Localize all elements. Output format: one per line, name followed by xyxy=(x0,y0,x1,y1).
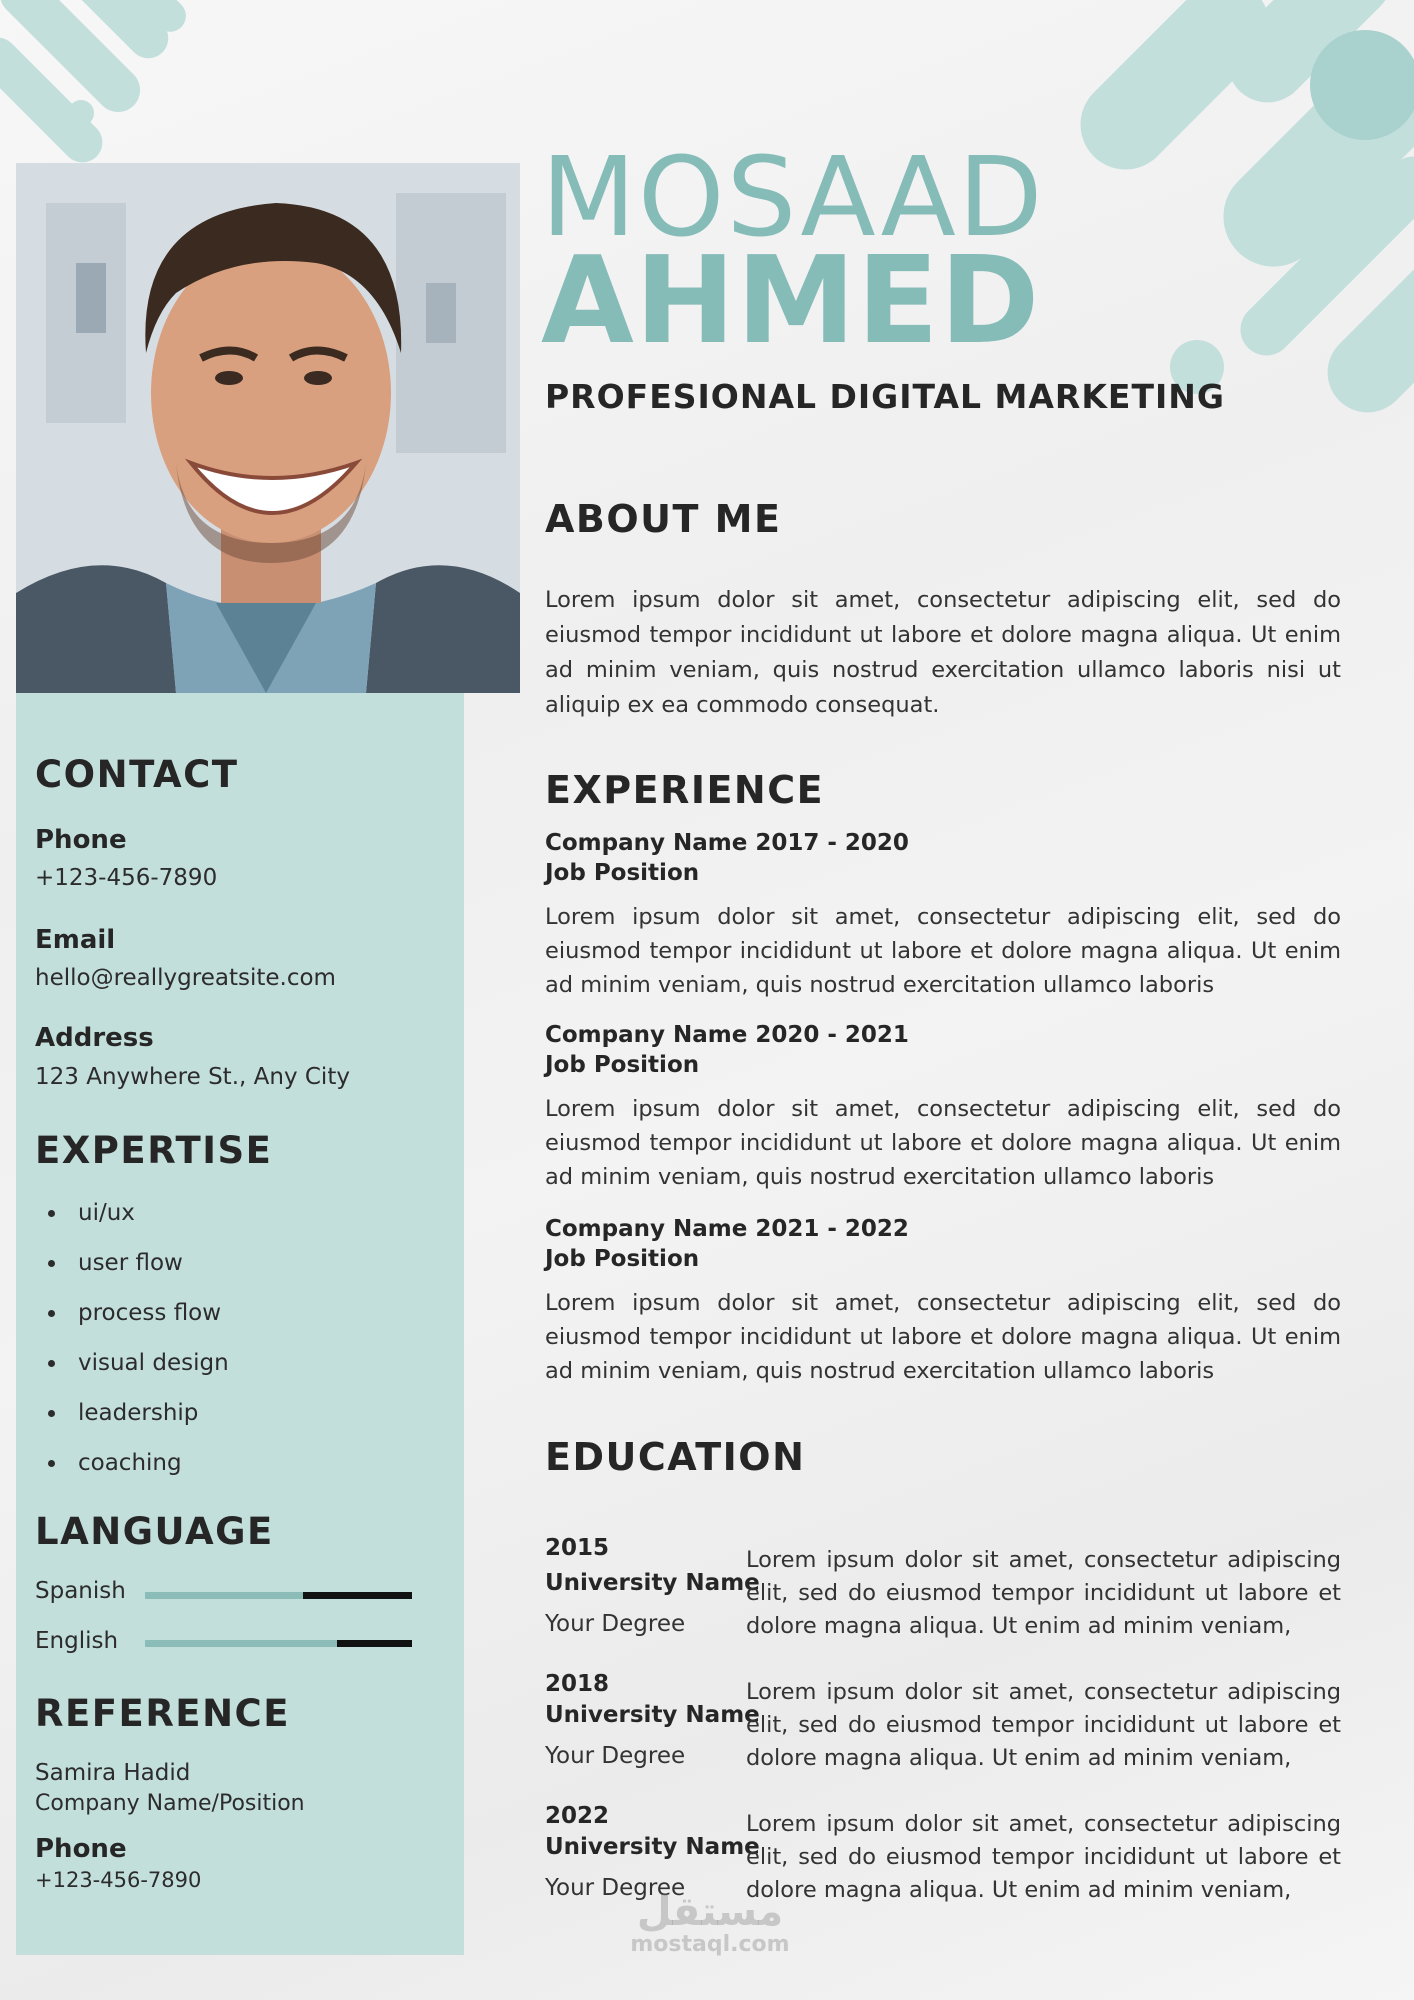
watermark-arabic: مستقل xyxy=(636,1889,784,1935)
expertise-item xyxy=(48,1246,229,1296)
experience-position: Job Position xyxy=(545,1246,700,1272)
language-level-bar-spanish xyxy=(145,1592,412,1599)
expertise-item xyxy=(48,1196,229,1246)
education-year: 2018 xyxy=(545,1671,610,1697)
bullet-icon xyxy=(48,1210,55,1217)
bullet-icon xyxy=(48,1410,55,1417)
experience-description: Lorem ipsum dolor sit amet, consectetur adipiscing elit, sed do eiusmod tempor incididunt ut labore et dolore magna aliqua. Ut enim ad minim veniam, quis nostrud exercitation ullamco laboris xyxy=(545,1290,1341,1384)
expertise-item xyxy=(48,1396,229,1446)
expertise-item-label: coaching xyxy=(78,1450,182,1476)
about-heading: ABOUT ME xyxy=(545,497,782,541)
experience-company: Company Name 2017 - 2020 xyxy=(545,830,909,856)
education-university: University Name xyxy=(545,1702,760,1728)
decorative-shapes-top-right xyxy=(1040,0,1414,440)
education-year: 2015 xyxy=(545,1535,610,1561)
expertise-item-label: ui/ux xyxy=(78,1200,135,1226)
watermark-latin: mostaql.com xyxy=(630,1932,790,1957)
language-name-spanish: Spanish xyxy=(35,1578,126,1604)
expertise-heading: EXPERTISE xyxy=(35,1129,273,1172)
reference-phone-value: +123-456-7890 xyxy=(35,1868,202,1892)
reference-phone-label: Phone xyxy=(35,1834,127,1864)
expertise-item-label: user flow xyxy=(78,1250,183,1276)
experience-position: Job Position xyxy=(545,1052,700,1078)
language-level-fill xyxy=(145,1640,337,1647)
education-university: University Name xyxy=(545,1570,760,1596)
contact-address-label: Address xyxy=(35,1023,154,1053)
contact-heading: CONTACT xyxy=(35,753,239,796)
expertise-item-label: visual design xyxy=(78,1350,229,1376)
language-level-bar-english xyxy=(145,1640,412,1647)
education-description: Lorem ipsum dolor sit amet, consectetur adipiscing elit, sed do eiusmod tempor incididunt ut labore et dolore magna aliqua. Ut enim ad minim veniam, xyxy=(746,1679,1341,1771)
experience-company: Company Name 2020 - 2021 xyxy=(545,1022,909,1048)
expertise-item xyxy=(48,1446,229,1496)
education-degree: Your Degree xyxy=(545,1611,686,1637)
expertise-item-label: process flow xyxy=(78,1300,222,1326)
bullet-icon xyxy=(48,1260,55,1267)
education-description: Lorem ipsum dolor sit amet, consectetur adipiscing elit, sed do eiusmod tempor incididunt ut labore et dolore magna aliqua. Ut enim ad minim veniam, xyxy=(746,1811,1341,1903)
bullet-icon xyxy=(48,1460,55,1467)
language-heading: LANGUAGE xyxy=(35,1510,274,1553)
bullet-icon xyxy=(48,1310,55,1317)
experience-description: Lorem ipsum dolor sit amet, consectetur adipiscing elit, sed do eiusmod tempor incididunt ut labore et dolore magna aliqua. Ut enim ad minim veniam, quis nostrud exercitation ullamco laboris xyxy=(545,1096,1341,1190)
expertise-item-label: leadership xyxy=(78,1400,199,1426)
about-text: Lorem ipsum dolor sit amet, consectetur adipiscing elit, sed do eiusmod tempor incididunt ut labore et dolore magna aliqua. Ut enim ad minim veniam, quis nostrud exercitation ullamco laboris nisi ut aliquip ex ea commodo consequat. xyxy=(545,587,1341,718)
education-year: 2022 xyxy=(545,1803,610,1829)
contact-address-value: 123 Anywhere St., Any City xyxy=(35,1064,350,1090)
experience-description: Lorem ipsum dolor sit amet, consectetur adipiscing elit, sed do eiusmod tempor incididunt ut labore et dolore magna aliqua. Ut enim ad minim veniam, quis nostrud exercitation ullamco laboris xyxy=(545,904,1341,998)
contact-phone-label: Phone xyxy=(35,825,127,855)
last-name: AHMED xyxy=(541,232,1041,371)
expertise-item xyxy=(48,1296,229,1346)
education-heading: EDUCATION xyxy=(545,1435,806,1479)
watermark-logo xyxy=(620,1889,800,1957)
reference-company: Company Name/Position xyxy=(35,1791,305,1816)
language-level-fill xyxy=(145,1592,303,1599)
language-name-english: English xyxy=(35,1628,119,1654)
bullet-icon xyxy=(48,1360,55,1367)
education-university: University Name xyxy=(545,1834,760,1860)
contact-email-label: Email xyxy=(35,925,116,955)
expertise-item xyxy=(48,1346,229,1396)
education-degree: Your Degree xyxy=(545,1743,686,1769)
experience-heading: EXPERIENCE xyxy=(545,768,825,812)
education-description: Lorem ipsum dolor sit amet, consectetur adipiscing elit, sed do eiusmod tempor incididunt ut labore et dolore magna aliqua. Ut enim ad minim veniam, xyxy=(746,1547,1341,1639)
reference-name: Samira Hadid xyxy=(35,1760,191,1786)
expertise-list xyxy=(48,1196,229,1496)
reference-heading: REFERENCE xyxy=(35,1692,290,1735)
contact-phone-value: +123-456-7890 xyxy=(35,865,218,891)
profile-photo xyxy=(16,163,520,693)
contact-email-value: hello@reallygreatsite.com xyxy=(35,965,336,991)
decorative-shapes-top-left xyxy=(0,0,200,180)
first-name: MOSAAD xyxy=(541,133,1045,261)
profile-photo-illustration xyxy=(16,163,520,693)
experience-position: Job Position xyxy=(545,860,700,886)
education-degree: Your Degree xyxy=(545,1875,686,1901)
job-title-subtitle: PROFESIONAL DIGITAL MARKETING xyxy=(545,377,1225,416)
experience-company: Company Name 2021 - 2022 xyxy=(545,1216,909,1242)
